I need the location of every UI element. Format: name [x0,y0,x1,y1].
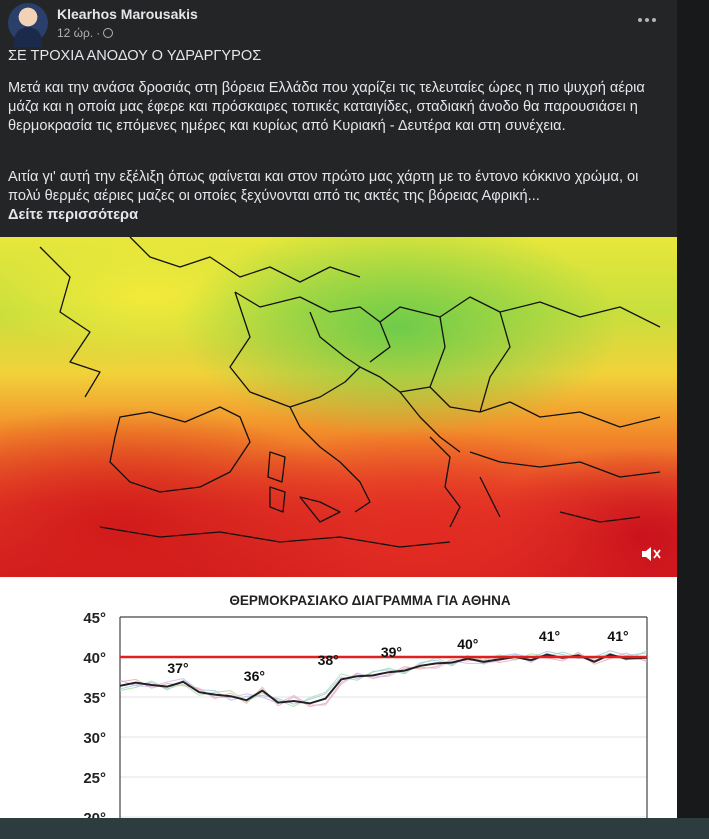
page-background [677,0,709,839]
temperature-map-image[interactable] [0,237,677,577]
meta-separator: · [96,26,101,40]
data-label: 41° [607,628,629,644]
see-more-link[interactable]: Δείτε περισσότερα [8,207,139,223]
map-borders [0,237,677,577]
temperature-chart [0,577,677,818]
author-avatar[interactable] [8,3,48,43]
bottom-bar [0,818,709,839]
volume-muted-icon[interactable] [640,545,662,563]
globe-icon [103,28,113,38]
post-paragraph-2: Αιτία γι' αυτή την εξέλιξη όπως φαίνεται και στον πρώτο μας χάρτη με το έντονο κόκκινο χρώμα, οι πολύ θερμές αέριες μαζες οι οποίες ξεχύνονται από τις ακτές της βόρειας Αφρική... [8,169,639,204]
data-label: 39° [380,644,402,660]
data-label: 36° [243,668,265,684]
author-name[interactable]: Klearhos Marousakis [57,6,198,22]
post-title-line: ΣΕ ΤΡΟΧΙΑ ΑΝΟΔΟΥ Ο ΥΔΡΑΡΓΥΡΟΣ [8,48,262,64]
y-tick-label: 25° [83,770,106,787]
more-options-icon[interactable] [632,8,662,32]
post-meta [57,26,113,40]
series-member-line [120,652,647,706]
y-tick-label: 40° [83,650,106,667]
data-label: 37° [167,660,189,676]
post-paragraph-1: Μετά και την ανάσα δροσιάς στη βόρεια Ελλάδα που χαρίζει τις τελευταίες ώρες η πιο ψυχρή αέρια μάζα και η οποία μας έφερε και πρόσκαιρες τοπικές καταιγίδες, σταδιακή άνοδο θα παρουσιάσει η θερμοκρασία τις επόμενες ημέρες και κυρίως από Κυριακή - Δευτέρα και στη συνέχεια. [8,80,645,134]
chart-canvas [0,577,677,818]
y-tick-label: 35° [83,690,106,707]
data-label: 38° [317,652,339,668]
y-tick-label: 30° [83,730,106,747]
post-time[interactable]: 12 ώρ. [57,26,94,40]
y-tick-label: 45° [83,610,106,627]
chart-title: ΘΕΡΜΟΚΡΑΣΙΑΚΟ ΔΙΑΓΡΑΜΜΑ ΓΙΑ ΑΘΗΝΑ [229,593,511,608]
data-label: 40° [457,636,479,652]
series-mean-line [120,655,647,704]
data-label: 41° [538,628,561,644]
